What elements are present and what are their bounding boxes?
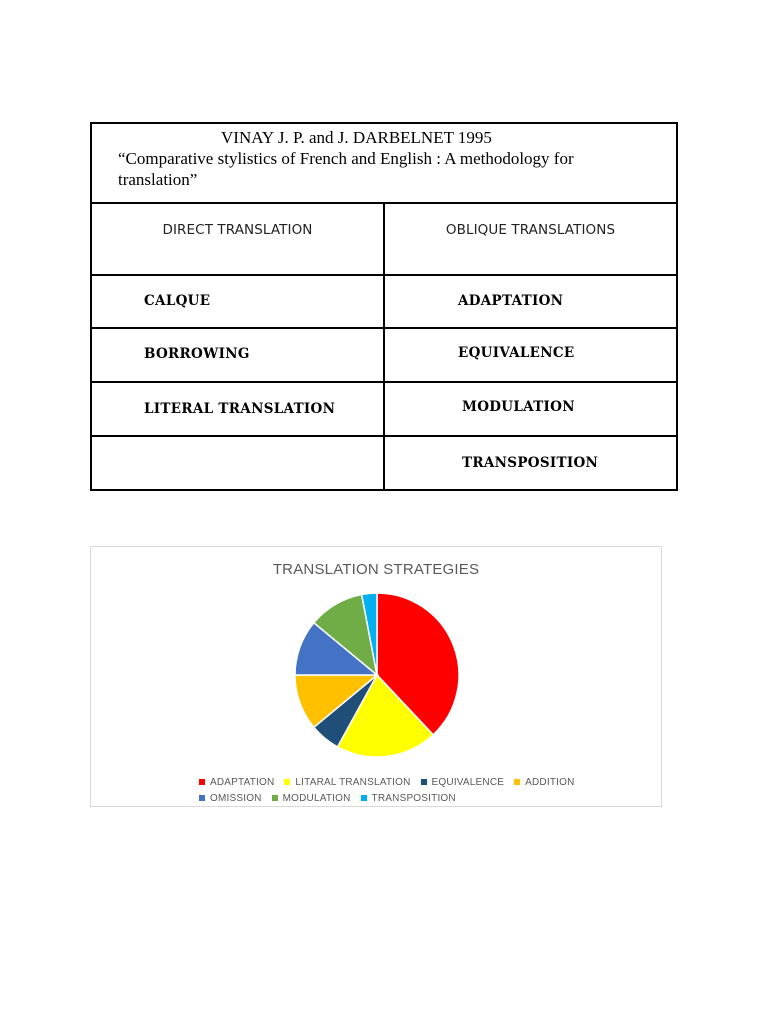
legend-label: TRANSPOSITION: [371, 792, 456, 804]
translation-table: [90, 122, 678, 491]
reference-subtitle: “Comparative stylistics of French and English : A methodology for: [118, 149, 574, 168]
legend-label: ADAPTATION: [210, 776, 275, 788]
table-cell: [385, 276, 676, 327]
oblique-item: MODULATION: [462, 399, 575, 415]
legend-swatch: [272, 795, 278, 801]
table-header: [92, 124, 676, 204]
legend-item: [514, 777, 574, 788]
column-header-direct: [92, 204, 385, 274]
legend-swatch: [199, 795, 205, 801]
legend-row: [199, 790, 599, 806]
direct-item: BORROWING: [144, 346, 250, 362]
reference-title: VINAY J. P. and J. DARBELNET 1995: [221, 128, 492, 147]
table-cell: [92, 383, 385, 435]
legend-item: [361, 793, 456, 804]
legend-swatch: [284, 779, 290, 785]
oblique-item: ADAPTATION: [458, 293, 564, 309]
table-cell: [385, 329, 676, 381]
column-header-oblique-label: OBLIQUE TRANSLATIONS: [445, 222, 616, 238]
table-cell: [92, 276, 385, 327]
pie-chart: [90, 546, 662, 807]
table-cell: [92, 437, 385, 489]
legend-label: ADDITION: [525, 776, 575, 788]
legend-label: EQUIVALENCE: [431, 776, 505, 788]
table-row: [92, 437, 676, 489]
oblique-item: EQUIVALENCE: [458, 345, 575, 361]
legend-item: [421, 777, 505, 788]
legend-item: [199, 777, 274, 788]
legend-swatch: [199, 779, 205, 785]
legend-label: LITARAL TRANSLATION: [295, 776, 411, 788]
legend-item: [272, 793, 351, 804]
chart-legend: [199, 774, 599, 806]
legend-label: OMISSION: [210, 792, 262, 804]
column-header-direct-label: DIRECT TRANSLATION: [162, 222, 313, 238]
legend-label: MODULATION: [282, 792, 351, 804]
table-cell: [92, 329, 385, 381]
direct-item: LITERAL TRANSLATION: [144, 401, 336, 417]
legend-item: [284, 777, 410, 788]
table-column-headers: [92, 204, 676, 276]
oblique-item: TRANSPOSITION: [462, 455, 599, 471]
legend-swatch: [421, 779, 427, 785]
reference-subtitle-continued: translation”: [118, 170, 198, 189]
table-row: [92, 329, 676, 383]
table-row: [92, 276, 676, 329]
column-header-oblique: [385, 204, 676, 274]
table-cell: [385, 437, 676, 489]
legend-item: [199, 793, 262, 804]
direct-item: CALQUE: [144, 293, 211, 309]
legend-swatch: [514, 779, 520, 785]
chart-title: TRANSLATION STRATEGIES: [272, 561, 480, 578]
table-row: [92, 383, 676, 437]
table-cell: [385, 383, 676, 435]
legend-row: [199, 774, 599, 790]
pie-chart-plot: [91, 547, 661, 806]
legend-swatch: [361, 795, 367, 801]
